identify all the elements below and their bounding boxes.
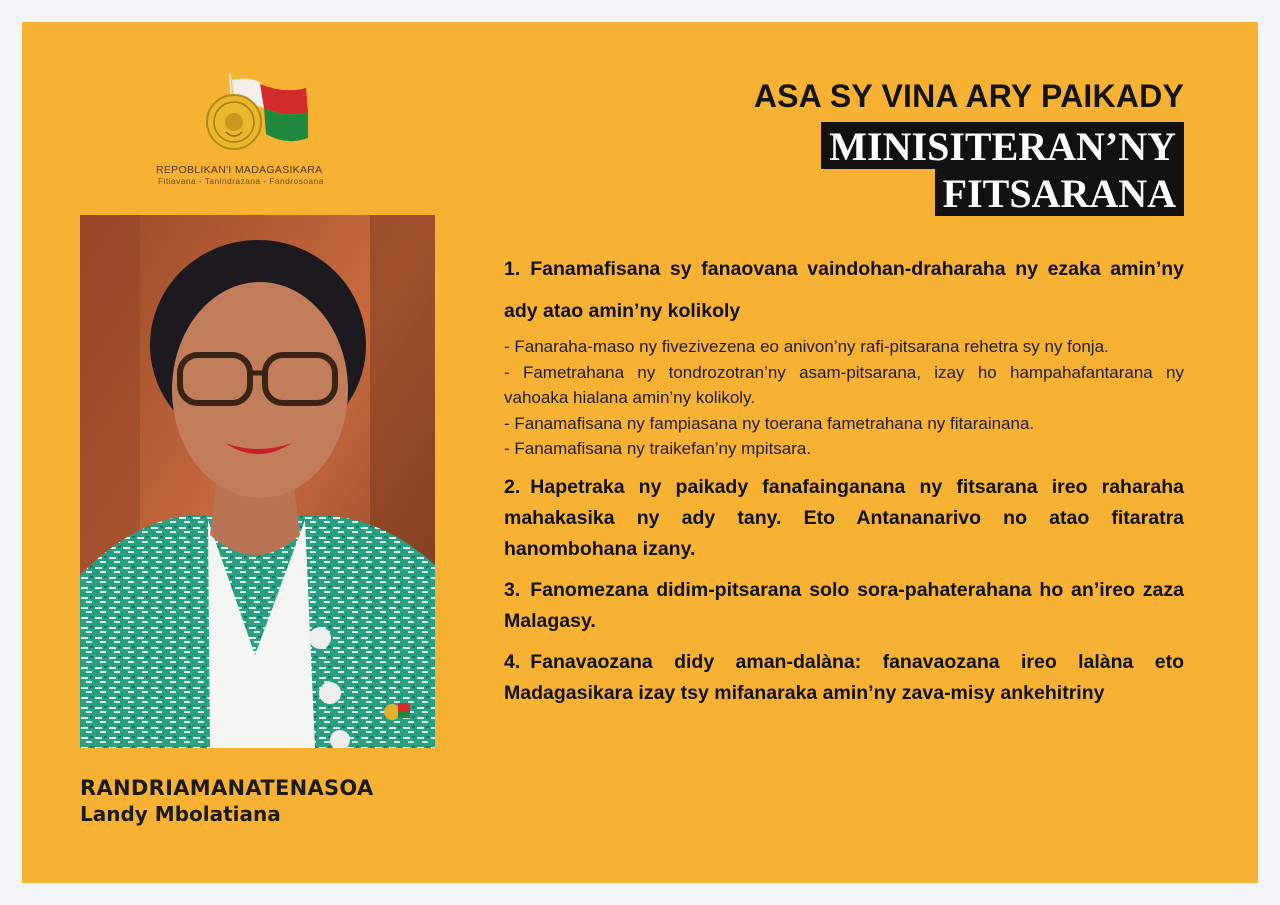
objective-number: 1.: [504, 258, 521, 280]
objective-item: [504, 575, 1184, 637]
objectives-list: [504, 248, 1184, 709]
sub-item: - Fanamafisana ny traikefan’ny mpitsara.: [504, 439, 812, 458]
sub-item-list: [504, 334, 1184, 462]
objective-number: 4.: [504, 650, 521, 673]
person-name: [80, 776, 374, 826]
republic-label: REPOBLIKAN'I MADAGASIKARA: [156, 164, 323, 176]
objective-item: [504, 472, 1184, 565]
objective-item: [504, 647, 1184, 709]
ministry-line-1: MINISITERAN’NY: [821, 122, 1184, 169]
madagascar-emblem-icon: [204, 72, 314, 162]
objective-number: 3.: [504, 578, 521, 601]
sub-item: - Fametrahana ny tondrozotran’ny asam-pitsarana, izay ho hampahafantarana ny vahoaka hialana amin’ny kolikoly.: [504, 362, 1184, 407]
motto-label: Fitiavana - Tanindrazana - Fandrosoana: [158, 176, 324, 186]
portrait-image: [80, 215, 435, 748]
objective-text: Fanavaozana didy aman-dalàna: fanavaozana ireo lalàna eto Madagasikara izay tsy mifanaraka amin’ny zava-misy ankehitriny: [504, 650, 1184, 704]
sub-item: - Fanamafisana ny fampiasana ny toerana fametrahana ny fitarainana.: [504, 413, 1035, 433]
emblem: [156, 72, 366, 192]
objective-text: Fanamafisana sy fanaovana vaindohan-draharaha ny ezaka amin’ny ady atao amin’ny kolikoly: [504, 258, 1184, 322]
objective-item: [504, 248, 1184, 332]
person-given-name: Landy Mbolatiana: [80, 802, 281, 826]
portrait-photo: [80, 215, 435, 748]
poster-card: [22, 22, 1258, 883]
objective-text: Fanomezana didim-pitsarana solo sora-pahaterahana ho an’ireo zaza Malagasy.: [504, 578, 1184, 632]
sub-item: - Fanaraha-maso ny fivezivezena eo anivon’ny rafi-pitsarana rehetra sy ny fonja.: [504, 337, 1109, 356]
person-surname: RANDRIAMANATENASOA: [80, 776, 374, 800]
heading-title: ASA SY VINA ARY PAIKADY: [753, 78, 1184, 114]
objective-number: 2.: [504, 475, 521, 498]
ministry-title: [821, 122, 1184, 216]
ministry-line-2: FITSARANA: [935, 169, 1184, 216]
objective-text: Hapetraka ny paikady fanafainganana ny fitsarana ireo raharaha mahakasika ny ady tany. Eto Antananarivo no atao fitaratra hanombohana izany.: [504, 475, 1184, 560]
